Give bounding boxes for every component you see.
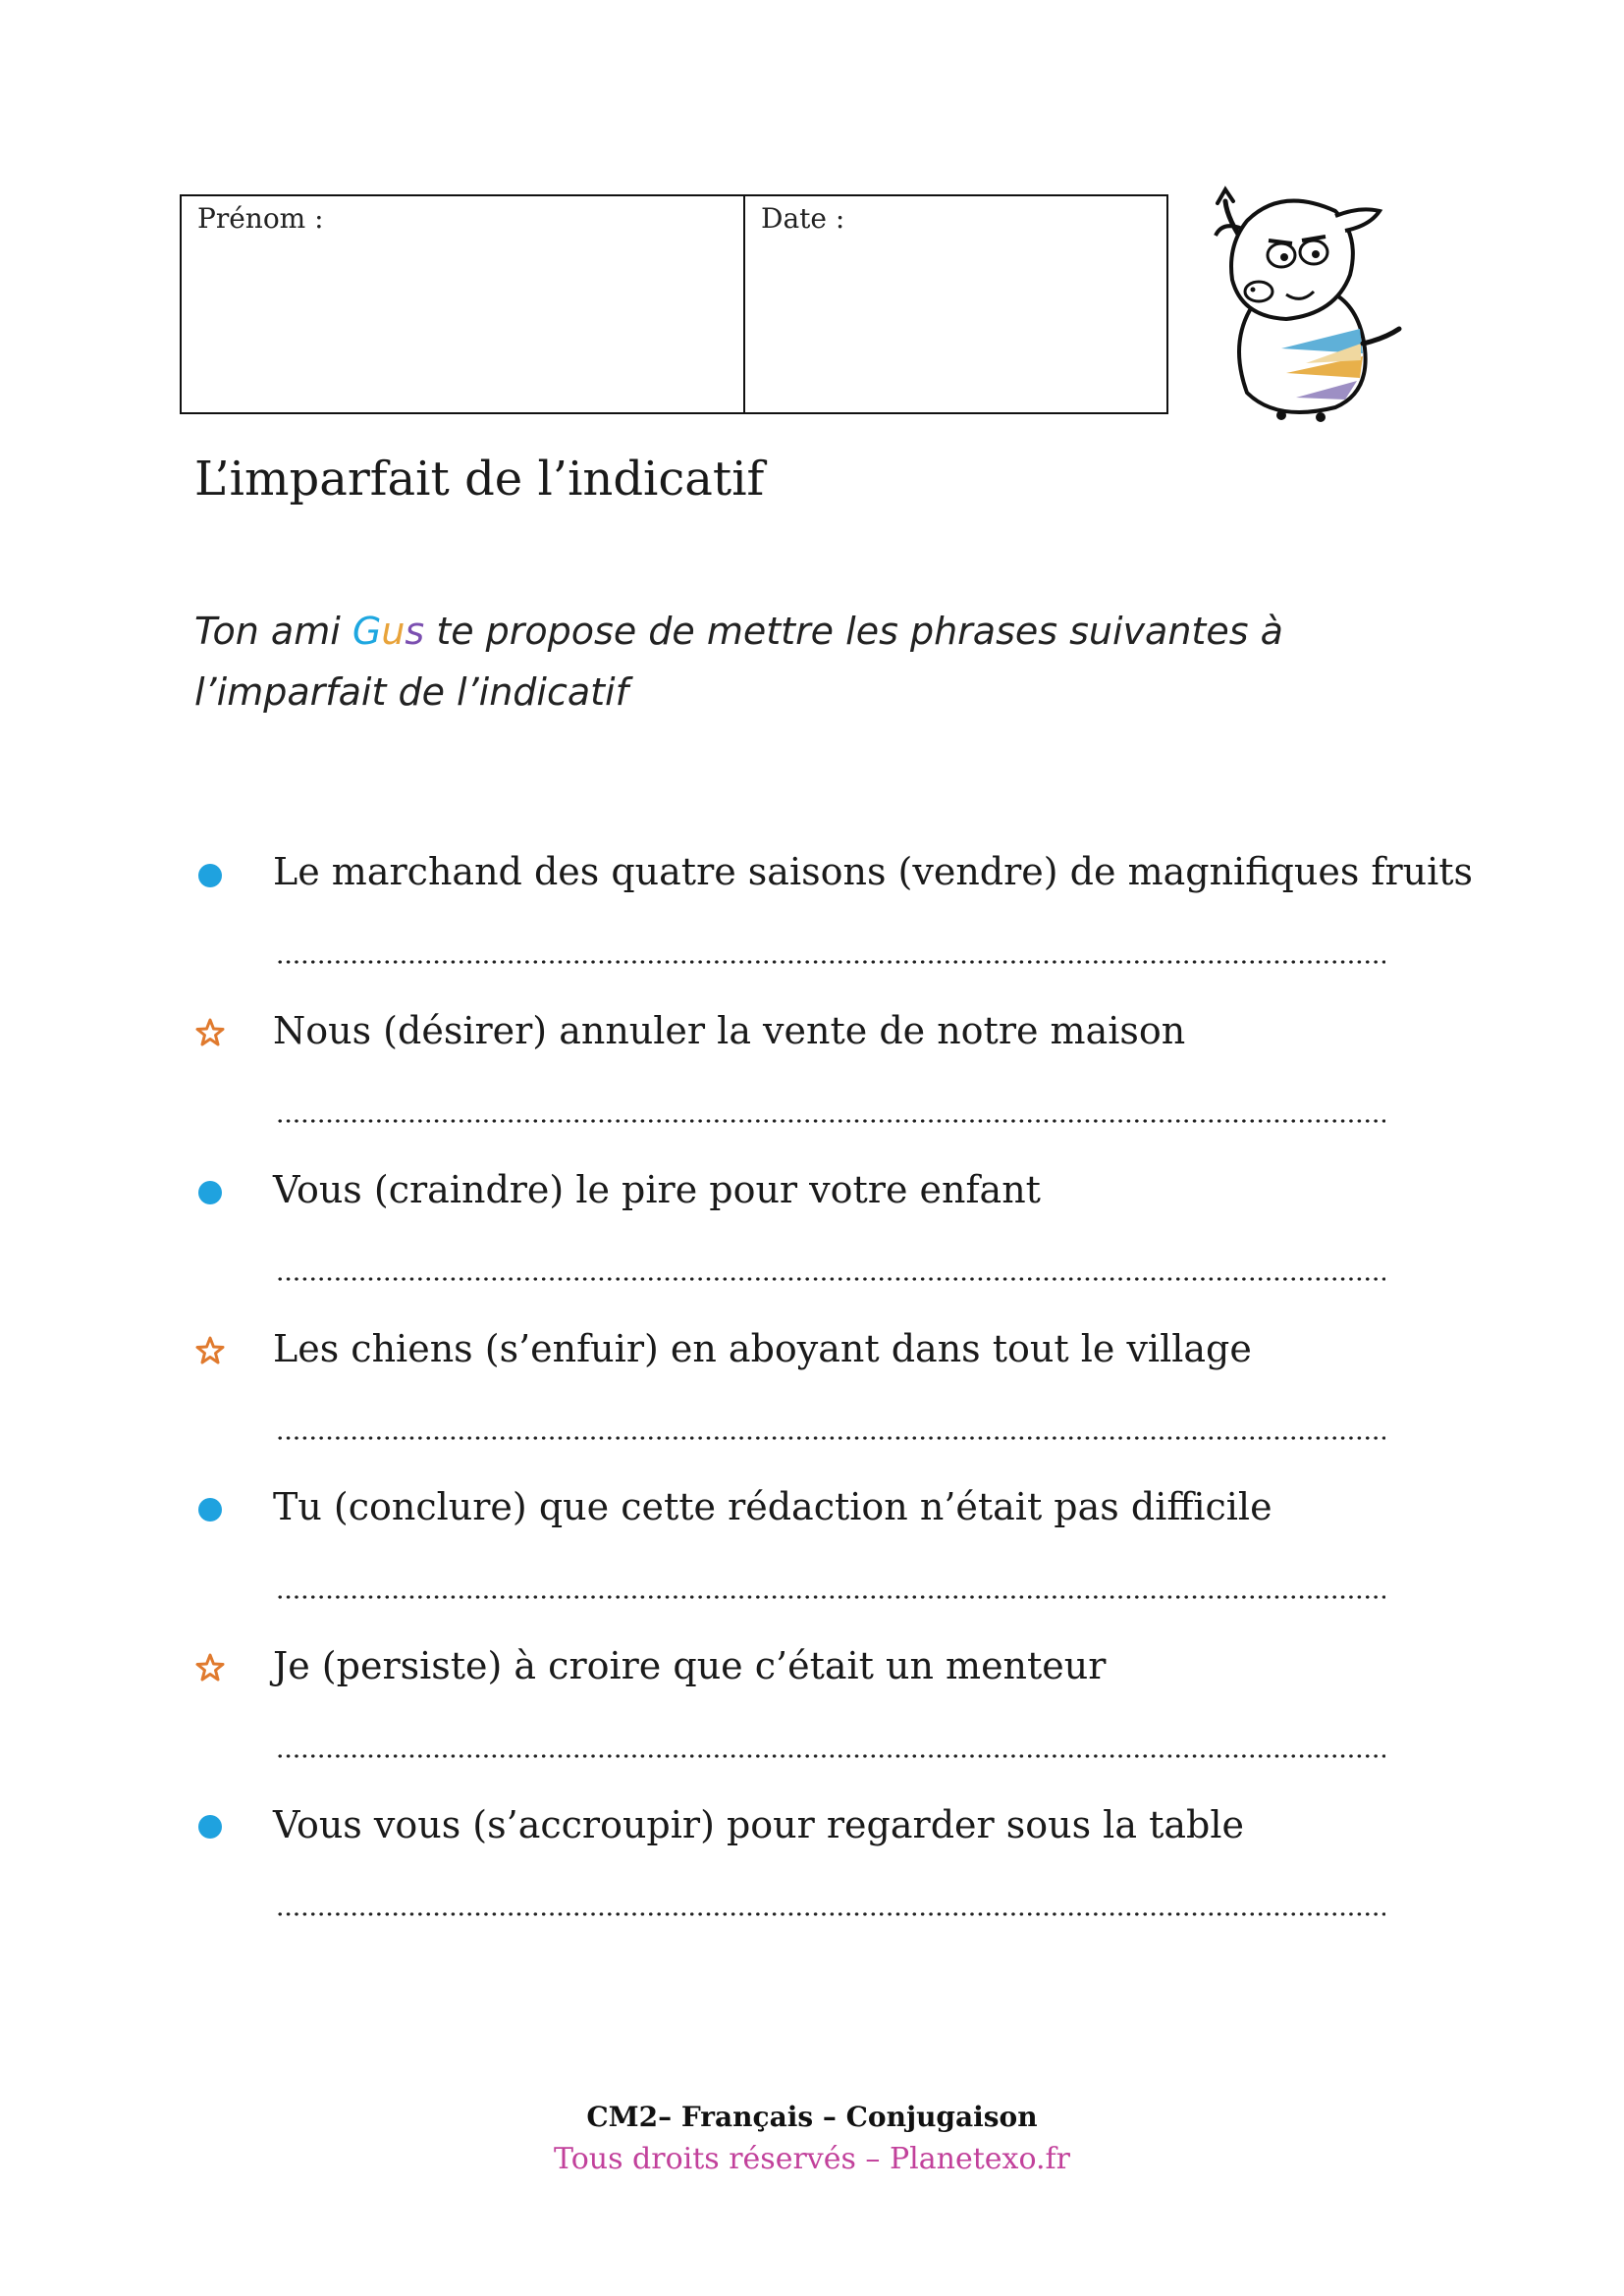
footer-subject: CM2– Français – Conjugaison — [586, 2101, 1038, 2133]
instructions-after: te propose de mettre les phrases suivantes à l’imparfait de l’indicatif — [194, 610, 1283, 714]
prenom-label: Prénom : — [197, 202, 324, 235]
date-field[interactable] — [745, 196, 1166, 412]
name-date-box — [180, 194, 1168, 414]
dot-icon — [194, 860, 226, 891]
gus-name-g: G — [352, 610, 382, 653]
exercise-sentence: Les chiens (s’enfuir) en aboyant dans tout le village — [273, 1327, 1252, 1370]
star-icon — [194, 1335, 226, 1366]
sheep-mascot-icon — [1188, 182, 1414, 427]
exercise-sentence: Vous (craindre) le pire pour votre enfant — [273, 1168, 1041, 1211]
dot-icon — [194, 1177, 226, 1208]
exercise-sentence: Tu (conclure) que cette rédaction n’était pas difficile — [273, 1485, 1272, 1528]
instructions-before: Ton ami — [194, 610, 352, 653]
instructions — [194, 601, 1432, 722]
answer-line[interactable] — [276, 1593, 1385, 1601]
answer-line[interactable] — [276, 1910, 1385, 1918]
dot-icon — [194, 1494, 226, 1525]
exercise-sentence: Vous vous (s’accroupir) pour regarder sous la table — [273, 1803, 1244, 1846]
answer-line[interactable] — [276, 1752, 1385, 1760]
answer-line[interactable] — [276, 1117, 1385, 1125]
date-label: Date : — [761, 202, 845, 235]
answer-line[interactable] — [276, 1434, 1385, 1442]
answer-line[interactable] — [276, 958, 1385, 966]
star-icon — [194, 1017, 226, 1048]
page-title: L’imparfait de l’indicatif — [194, 452, 765, 507]
prenom-field[interactable] — [182, 196, 745, 412]
answer-line[interactable] — [276, 1275, 1385, 1283]
exercise-sentence: Le marchand des quatre saisons (vendre) de magnifiques fruits — [273, 850, 1474, 893]
footer-copyright: Tous droits réservés – Planetexo.fr — [554, 2142, 1070, 2176]
dot-icon — [194, 1811, 226, 1842]
exercise-sentence: Je (persiste) à croire que c’était un menteur — [273, 1644, 1107, 1687]
gus-name-s: s — [405, 610, 425, 653]
star-icon — [194, 1652, 226, 1683]
exercise-sentence: Nous (désirer) annuler la vente de notre maison — [273, 1009, 1186, 1052]
gus-name-u: u — [381, 610, 406, 653]
